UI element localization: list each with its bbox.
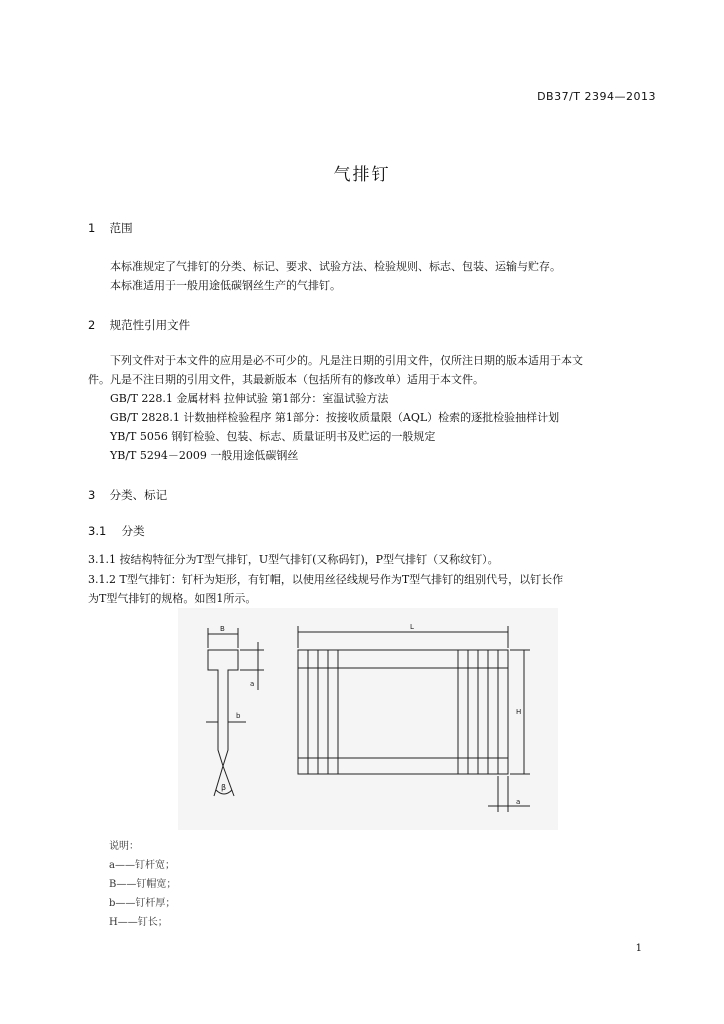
figure-label-B: B — [220, 625, 225, 633]
clause-3-1-1: 3.1.1 按结构特征分为T型气排钉，U型气排钉(又称码钉)，P型气排钉（又称纹钉）。 — [88, 553, 499, 566]
section-2-number: 2 — [88, 318, 96, 332]
section-1-para-1: 本标准规定了气排钉的分类、标记、要求、试验方法、检验规则、标志、包装、运输与贮存。 — [110, 260, 561, 273]
legend-item-a: a——钉杆宽； — [109, 860, 175, 871]
page-number: 1 — [635, 943, 642, 954]
figure-1-nail-drawing — [178, 608, 558, 830]
figure-label-b: b — [236, 712, 241, 720]
document-title: 气排钉 — [333, 165, 391, 185]
section-3-heading — [88, 487, 167, 503]
reference-3: YB/T 5056 钢钉检验、包装、标志、质量证明书及贮运的一般规定 — [110, 430, 436, 443]
figure-label-a-side: a — [250, 680, 255, 688]
section-3-1-number: 3.1 — [88, 524, 107, 538]
legend-item-B: B——钉帽宽； — [109, 879, 177, 890]
reference-2: GB/T 2828.1 计数抽样检验程序 第1部分：按接收质量限（AQL）检索的逐批检验抽样计划 — [110, 411, 560, 424]
section-3-number: 3 — [88, 488, 96, 502]
figure-label-H: H — [516, 708, 522, 716]
section-1-title: 范围 — [109, 221, 133, 235]
section-3-1-title: 分类 — [121, 524, 145, 538]
section-3-1-heading — [88, 523, 145, 539]
figure-background — [178, 608, 558, 830]
reference-4: YB/T 5294－2009 一般用途低碳钢丝 — [110, 449, 299, 462]
section-1-heading — [88, 220, 133, 236]
legend-item-b: b——钉杆厚； — [109, 898, 176, 909]
reference-1: GB/T 228.1 金属材料 拉伸试验 第1部分：室温试验方法 — [110, 392, 389, 405]
section-2-para-line-1: 下列文件对于本文件的应用是必不可少的。凡是注日期的引用文件，仅所注日期的版本适用于本文 — [110, 354, 583, 367]
section-2-title: 规范性引用文件 — [109, 318, 191, 332]
section-1-number: 1 — [88, 221, 96, 235]
section-3-title: 分类、标记 — [109, 488, 168, 502]
document-code: DB37/T 2394—2013 — [537, 90, 656, 103]
section-1-para-2: 本标准适用于一般用途低碳钢丝生产的气排钉。 — [110, 279, 341, 292]
clause-3-1-2-line-2: 为T型气排钉的规格。如图1所示。 — [88, 592, 257, 605]
figure-label-beta: β — [221, 783, 227, 792]
clause-3-1-2-line-1: 3.1.2 T型气排钉：钉杆为矩形，有钉帽，以使用丝径线规号作为T型气排钉的组别代号，以钉长作 — [88, 573, 564, 586]
section-2-heading — [88, 317, 190, 333]
legend-title: 说明： — [109, 841, 139, 852]
section-2-para-line-2: 件。凡是不注日期的引用文件，其最新版本（包括所有的修改单）适用于本文件。 — [88, 373, 484, 386]
legend-item-H: H——钉长； — [109, 917, 168, 928]
figure-label-a: a — [516, 798, 521, 806]
figure-label-L: L — [410, 623, 414, 631]
